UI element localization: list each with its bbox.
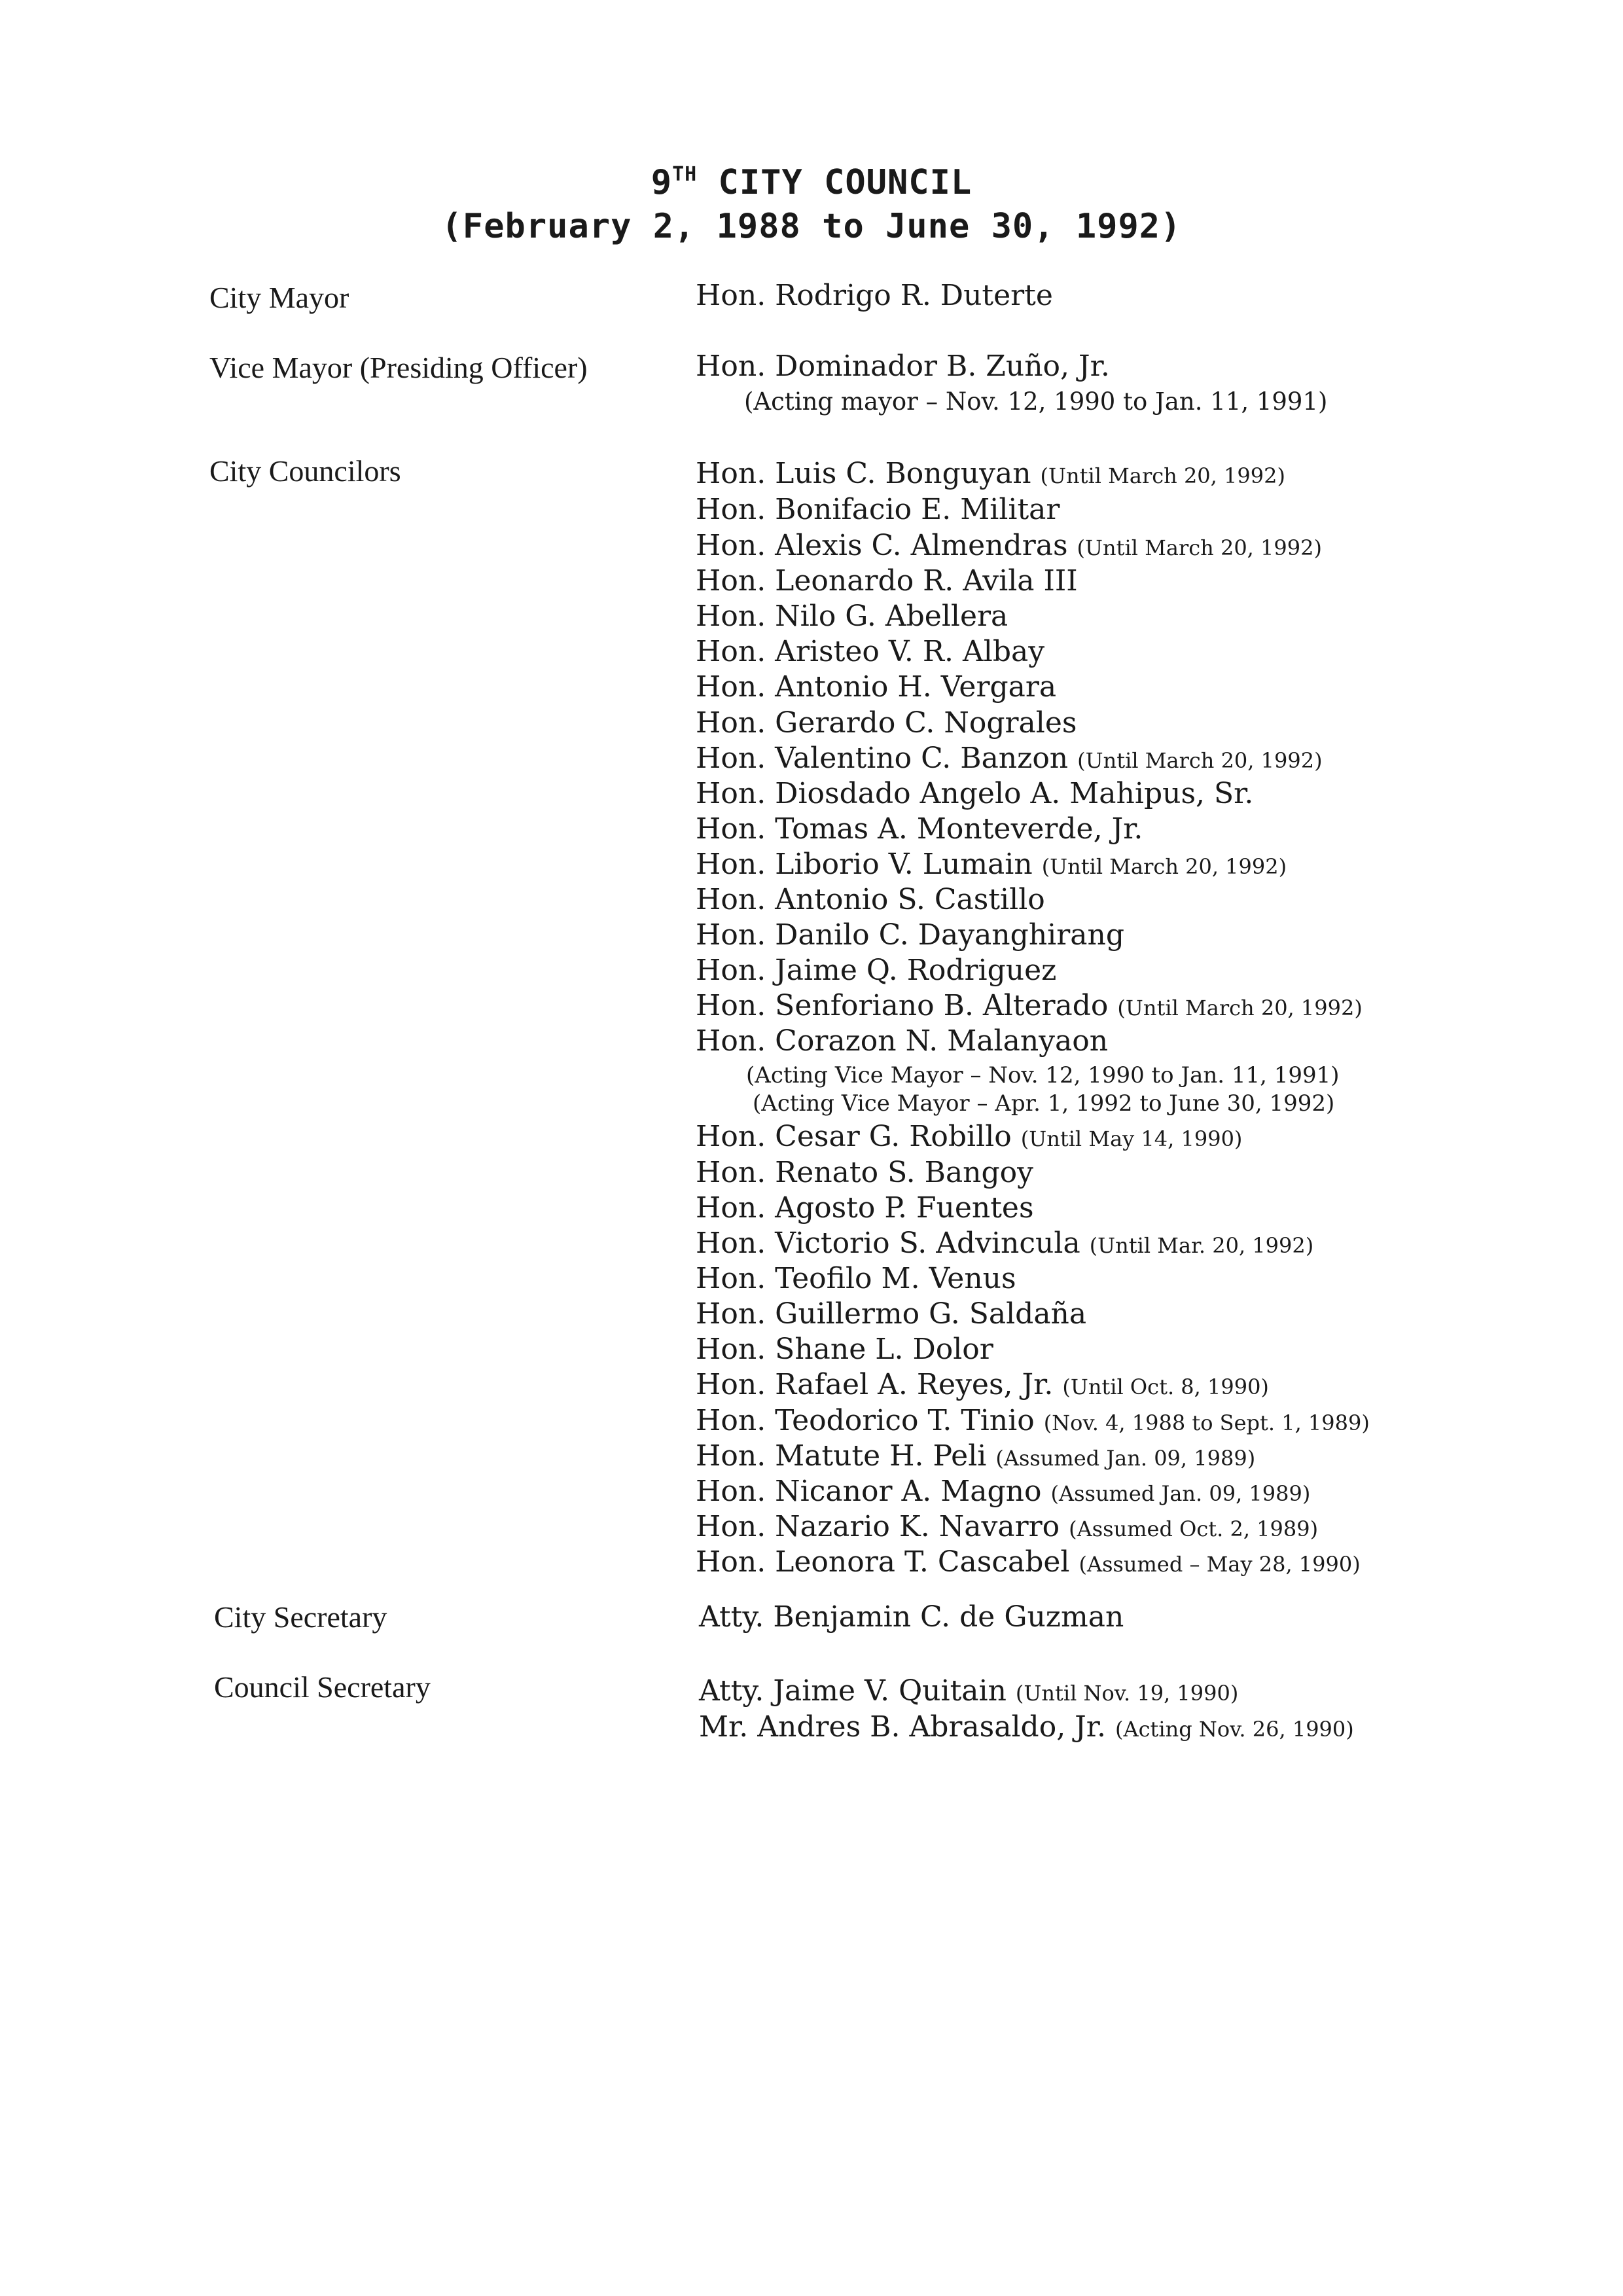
councilor-name: Hon. Teodorico T. Tinio (696, 1404, 1035, 1437)
council-secretary-name: Atty. Jaime V. Quitain (699, 1674, 1007, 1708)
councilor-name: Hon. Corazon N. Malanyaon (696, 1024, 1109, 1058)
councilor-entry (696, 883, 1045, 916)
councilor-note: (Assumed Oct. 2, 1989) (1069, 1516, 1319, 1541)
councilor-name: Hon. Shane L. Dolor (696, 1333, 993, 1366)
councilor-name: Hon. Antonio S. Castillo (696, 883, 1045, 916)
council-secretary-note: (Acting Nov. 26, 1990) (1115, 1717, 1354, 1742)
councilor-name: Hon. Valentino C. Banzon (696, 742, 1069, 775)
councilor-entry (696, 1335, 993, 1364)
councilor-entry (696, 1545, 1361, 1579)
acting-vice-mayor-note: (Acting Vice Mayor – Nov. 12, 1990 to Jan. 11, 1991) (746, 1062, 1340, 1088)
councilor-entry (696, 670, 1057, 704)
councilor-name: Hon. Bonifacio E. Militar (696, 493, 1060, 526)
label-city-secretary: City Secretary (214, 1600, 387, 1634)
councilor-name: Hon. Leonora T. Cascabel (696, 1545, 1070, 1579)
council-heading (0, 165, 1623, 200)
council-label: CITY COUNCIL (718, 163, 972, 202)
councilor-name: Hon. Victorio S. Advincula (696, 1227, 1080, 1260)
councilor-entry (696, 812, 1143, 846)
councilor-note: (Until March 20, 1992) (1040, 463, 1285, 488)
councilor-name: Hon. Luis C. Bonguyan (696, 457, 1031, 490)
councilor-entry (696, 637, 1044, 666)
councilor-entry (696, 1368, 1269, 1401)
councilor-entry (696, 459, 1285, 488)
councilor-name: Hon. Jaime Q. Rodriguez (696, 954, 1057, 987)
councilor-entry (696, 1229, 1313, 1258)
councilor-entry (696, 918, 1124, 952)
councilor-entry (696, 956, 1056, 985)
city-secretary-name: Atty. Benjamin C. de Guzman (699, 1600, 1124, 1634)
councilor-entry (696, 850, 1287, 879)
councilor-name: Hon. Rafael A. Reyes, Jr. (696, 1368, 1054, 1401)
councilor-entry (696, 564, 1078, 598)
councilor-entry (696, 744, 1323, 773)
council-secretary-name: Mr. Andres B. Abrasaldo, Jr. (699, 1710, 1106, 1744)
councilor-note: (Until March 20, 1992) (1077, 535, 1322, 560)
councilor-entry (696, 531, 1322, 560)
council-number: 9 (651, 163, 673, 202)
councilor-entry (696, 706, 1077, 740)
councilor-entry (696, 1158, 1033, 1187)
councilor-entry (696, 1191, 1034, 1225)
council-secretary-entry (699, 1674, 1239, 1708)
vice-mayor-name: Hon. Dominador B. Zuño, Jr. (696, 350, 1110, 383)
councilor-name: Hon. Matute H. Peli (696, 1439, 987, 1473)
councilor-entry (696, 1477, 1310, 1506)
councilor-entry (696, 1262, 1016, 1295)
councilor-name: Hon. Gerardo C. Nograles (696, 706, 1077, 740)
council-ordinal-suffix: TH (672, 163, 698, 186)
councilor-name: Hon. Leonardo R. Avila III (696, 564, 1078, 598)
councilor-name: Hon. Diosdado Angelo A. Mahipus, Sr. (696, 777, 1254, 810)
label-vice-mayor: Vice Mayor (Presiding Officer) (209, 351, 588, 384)
council-secretary-entry (699, 1710, 1354, 1744)
councilor-name: Hon. Renato S. Bangoy (696, 1156, 1034, 1189)
councilor-name: Hon. Aristeo V. R. Albay (696, 635, 1045, 668)
councilor-name: Hon. Nicanor A. Magno (696, 1475, 1042, 1508)
councilor-entry (696, 1510, 1319, 1543)
councilor-entry (696, 777, 1254, 810)
councilor-note: (Assumed – May 28, 1990) (1079, 1552, 1361, 1577)
councilor-note: (Nov. 4, 1988 to Sept. 1, 1989) (1043, 1410, 1370, 1435)
councilor-note: (Until Oct. 8, 1990) (1062, 1374, 1269, 1399)
councilor-entry (696, 1122, 1242, 1151)
councilor-note: (Assumed Jan. 09, 1989) (1050, 1481, 1311, 1506)
councilor-name: Hon. Danilo C. Dayanghirang (696, 918, 1124, 952)
councilor-note: (Until March 20, 1992) (1117, 996, 1363, 1020)
councilor-name: Hon. Nazario K. Navarro (696, 1510, 1060, 1543)
label-city-councilors: City Councilors (209, 454, 401, 488)
councilor-note: (Until March 20, 1992) (1041, 854, 1287, 879)
councilor-entry (696, 1439, 1256, 1473)
councilor-entry (696, 602, 1008, 631)
city-mayor-name: Hon. Rodrigo R. Duterte (696, 279, 1053, 312)
councilor-name: Hon. Antonio H. Vergara (696, 670, 1057, 704)
councilor-name: Hon. Cesar G. Robillo (696, 1120, 1012, 1153)
councilor-note: (Until Mar. 20, 1992) (1089, 1233, 1314, 1258)
councilor-entry (696, 495, 1060, 524)
councilor-name: Hon. Teofilo M. Venus (696, 1262, 1016, 1295)
councilor-entry (696, 1024, 1109, 1058)
councilor-name: Hon. Alexis C. Almendras (696, 529, 1068, 562)
label-city-mayor: City Mayor (209, 281, 349, 314)
councilor-note: (Until March 20, 1992) (1077, 748, 1323, 773)
councilor-name: Hon. Guillermo G. Saldaña (696, 1297, 1087, 1331)
acting-vice-mayor-note: (Acting Vice Mayor – Apr. 1, 1992 to June 30, 1992) (753, 1090, 1335, 1117)
councilor-entry (696, 989, 1363, 1022)
councilor-name: Hon. Nilo G. Abellera (696, 600, 1008, 633)
vice-mayor-note: (Acting mayor – Nov. 12, 1990 to Jan. 11, 1991) (744, 387, 1328, 416)
label-council-secretary: Council Secretary (214, 1670, 431, 1704)
councilor-name: Hon. Senforiano B. Alterado (696, 989, 1109, 1022)
council-term: (February 2, 1988 to June 30, 1992) (441, 207, 1182, 246)
councilor-note: (Assumed Jan. 09, 1989) (995, 1446, 1256, 1471)
councilor-name: Hon. Agosto P. Fuentes (696, 1191, 1034, 1225)
councilor-name: Hon. Liborio V. Lumain (696, 848, 1033, 881)
councilor-entry (696, 1297, 1087, 1331)
councilor-note: (Until May 14, 1990) (1020, 1126, 1243, 1151)
councilor-entry (696, 1404, 1370, 1437)
councilor-name: Hon. Tomas A. Monteverde, Jr. (696, 812, 1143, 846)
council-secretary-note: (Until Nov. 19, 1990) (1015, 1681, 1239, 1706)
